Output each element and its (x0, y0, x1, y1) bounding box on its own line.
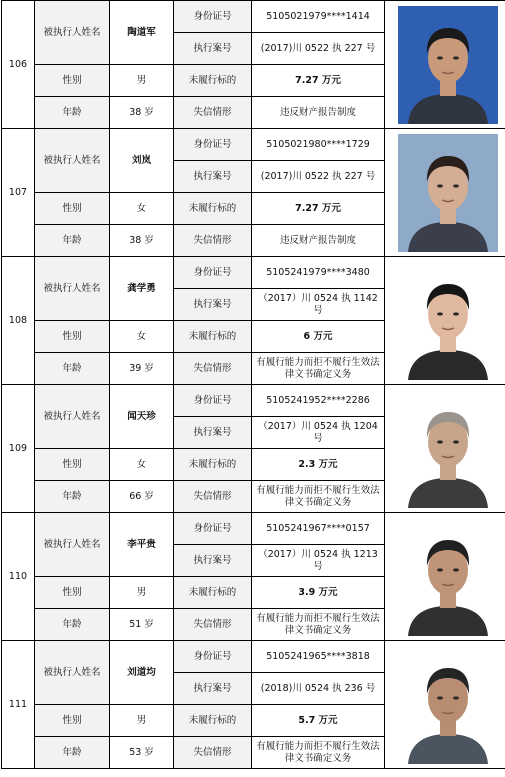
case-number: （2017）川 0524 执 1204 号 (252, 417, 385, 449)
gender-label: 性别 (35, 193, 110, 225)
record-row (2, 513, 505, 545)
portrait-photo (385, 257, 505, 385)
case-label: 执行案号 (174, 33, 252, 65)
defendant-name: 刘道均 (110, 641, 174, 705)
record-number: 109 (2, 385, 35, 513)
name-label: 被执行人姓名 (35, 1, 110, 65)
amount-label: 未履行标的 (174, 193, 252, 225)
age-value: 53 岁 (110, 737, 174, 769)
unperformed-amount: 3.9 万元 (252, 577, 385, 609)
defendant-name: 陶道军 (110, 1, 174, 65)
amount-label: 未履行标的 (174, 65, 252, 97)
age-value: 38 岁 (110, 97, 174, 129)
situation-label: 失信情形 (174, 97, 252, 129)
unperformed-amount: 5.7 万元 (252, 705, 385, 737)
gender-label: 性别 (35, 321, 110, 353)
dishonesty-situation: 有履行能力而拒不履行生效法律文书确定义务 (252, 609, 385, 641)
name-label: 被执行人姓名 (35, 257, 110, 321)
age-label: 年龄 (35, 481, 110, 513)
gender-value: 男 (110, 65, 174, 97)
situation-label: 失信情形 (174, 737, 252, 769)
defaulter-table (1, 0, 505, 769)
gender-value: 女 (110, 193, 174, 225)
case-number: (2017)川 0522 执 227 号 (252, 161, 385, 193)
record-row (2, 385, 505, 417)
situation-label: 失信情形 (174, 609, 252, 641)
case-label: 执行案号 (174, 545, 252, 577)
record-row (2, 641, 505, 673)
unperformed-amount: 7.27 万元 (252, 65, 385, 97)
unperformed-amount: 7.27 万元 (252, 193, 385, 225)
gender-value: 男 (110, 705, 174, 737)
gender-label: 性别 (35, 65, 110, 97)
case-label: 执行案号 (174, 417, 252, 449)
amount-label: 未履行标的 (174, 705, 252, 737)
age-label: 年龄 (35, 353, 110, 385)
case-number: （2017）川 0524 执 1213 号 (252, 545, 385, 577)
case-label: 执行案号 (174, 673, 252, 705)
portrait-silhouette (398, 262, 498, 380)
defendant-name: 刘岚 (110, 129, 174, 193)
portrait-silhouette (398, 646, 498, 764)
id-number: 5105241967****0157 (252, 513, 385, 545)
id-number: 5105241965****3818 (252, 641, 385, 673)
situation-label: 失信情形 (174, 353, 252, 385)
name-label: 被执行人姓名 (35, 513, 110, 577)
id-label: 身份证号 (174, 257, 252, 289)
record-number: 107 (2, 129, 35, 257)
id-label: 身份证号 (174, 129, 252, 161)
portrait-frame (398, 518, 498, 636)
unperformed-amount: 6 万元 (252, 321, 385, 353)
portrait-silhouette (398, 390, 498, 508)
portrait-photo (385, 1, 505, 129)
portrait-photo (385, 129, 505, 257)
portrait-silhouette (398, 6, 498, 124)
portrait-photo (385, 385, 505, 513)
name-label: 被执行人姓名 (35, 129, 110, 193)
portrait-frame (398, 390, 498, 508)
record-row (2, 257, 505, 289)
portrait-frame (398, 6, 498, 124)
dishonesty-situation: 违反财产报告制度 (252, 97, 385, 129)
id-label: 身份证号 (174, 385, 252, 417)
name-label: 被执行人姓名 (35, 641, 110, 705)
age-value: 66 岁 (110, 481, 174, 513)
portrait-silhouette (398, 134, 498, 252)
portrait-frame (398, 646, 498, 764)
id-number: 5105241952****2286 (252, 385, 385, 417)
id-number: 5105241979****3480 (252, 257, 385, 289)
age-label: 年龄 (35, 97, 110, 129)
id-label: 身份证号 (174, 641, 252, 673)
age-value: 51 岁 (110, 609, 174, 641)
case-number: （2017）川 0524 执 1142 号 (252, 289, 385, 321)
gender-label: 性别 (35, 449, 110, 481)
case-label: 执行案号 (174, 161, 252, 193)
age-value: 38 岁 (110, 225, 174, 257)
id-label: 身份证号 (174, 513, 252, 545)
dishonesty-situation: 违反财产报告制度 (252, 225, 385, 257)
age-label: 年龄 (35, 225, 110, 257)
case-number: (2018)川 0524 执 236 号 (252, 673, 385, 705)
defendant-name: 龚学勇 (110, 257, 174, 321)
age-label: 年龄 (35, 737, 110, 769)
portrait-frame (398, 262, 498, 380)
situation-label: 失信情形 (174, 225, 252, 257)
record-number: 106 (2, 1, 35, 129)
portrait-photo (385, 641, 505, 769)
portrait-frame (398, 134, 498, 252)
case-number: (2017)川 0522 执 227 号 (252, 33, 385, 65)
defendant-name: 闻天珍 (110, 385, 174, 449)
record-number: 110 (2, 513, 35, 641)
dishonesty-situation: 有履行能力而拒不履行生效法律文书确定义务 (252, 353, 385, 385)
name-label: 被执行人姓名 (35, 385, 110, 449)
id-number: 5105021980****1729 (252, 129, 385, 161)
defendant-name: 李平贵 (110, 513, 174, 577)
amount-label: 未履行标的 (174, 449, 252, 481)
gender-value: 男 (110, 577, 174, 609)
dishonesty-situation: 有履行能力而拒不履行生效法律文书确定义务 (252, 737, 385, 769)
gender-label: 性别 (35, 577, 110, 609)
age-value: 39 岁 (110, 353, 174, 385)
gender-value: 女 (110, 321, 174, 353)
id-number: 5105021979****1414 (252, 1, 385, 33)
record-row (2, 129, 505, 161)
portrait-silhouette (398, 518, 498, 636)
portrait-photo (385, 513, 505, 641)
record-number: 111 (2, 641, 35, 769)
gender-value: 女 (110, 449, 174, 481)
amount-label: 未履行标的 (174, 321, 252, 353)
age-label: 年龄 (35, 609, 110, 641)
id-label: 身份证号 (174, 1, 252, 33)
record-row (2, 1, 505, 33)
unperformed-amount: 2.3 万元 (252, 449, 385, 481)
record-number: 108 (2, 257, 35, 385)
situation-label: 失信情形 (174, 481, 252, 513)
gender-label: 性别 (35, 705, 110, 737)
dishonesty-situation: 有履行能力而拒不履行生效法律文书确定义务 (252, 481, 385, 513)
case-label: 执行案号 (174, 289, 252, 321)
amount-label: 未履行标的 (174, 577, 252, 609)
